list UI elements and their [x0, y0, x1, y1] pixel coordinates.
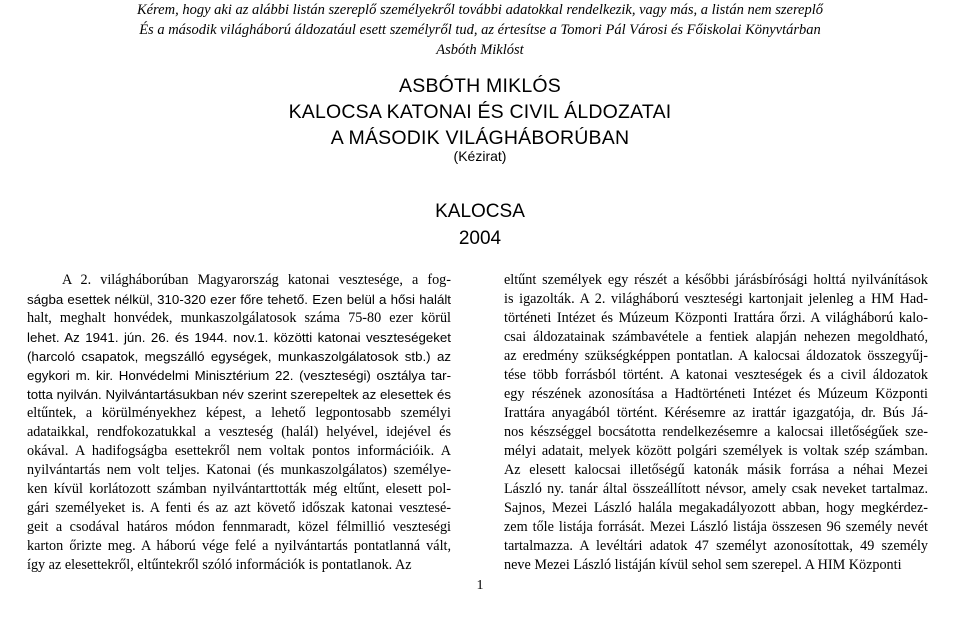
text-line: tése több forrásból történt. A katonai veszteségek és a civil áldozatok [504, 367, 928, 383]
right-text-column [504, 271, 928, 575]
text-line: eltűntek, a körülményekhez képest, a lehető legpontosabb személyi [27, 405, 451, 421]
text-line: csai áldozatainak számbavétele a fentiek alapján nehezen megoldható, [504, 329, 928, 345]
text-line: László ny. tanár által összeállított névsor, amely csak neveket tartalmaz. [504, 481, 928, 497]
intro-line: Asbóth Miklóst [436, 42, 524, 58]
page-number: 1 [476, 578, 484, 593]
text-line: A 2. világháborúban Magyarország katonai vesztesége, a fog- [62, 272, 451, 288]
text-line: nos készséggel bocsátotta rendelkezésemre a kalocsai illetőségűek sze- [504, 424, 928, 440]
text-line: okával. A hadifogságba esettekről nem voltak pontos információik. A [27, 443, 451, 459]
intro-line: És a második világháború áldozatául esett személyről tud, az értesítse a Tomori Pál Városi és Főiskolai Könyvtárban [139, 22, 821, 38]
text-line: az eredmény szükségképpen pontatlan. A kalocsai áldozatok összegyűj- [504, 348, 928, 364]
text-line: eltűnt személyek egy részét a későbbi járásbírósági holttá nyilvánítások [504, 272, 928, 288]
text-line: Irattára anyagából történt. Kérésemre az irattár igazgatója, dr. Bús Já- [504, 405, 928, 421]
text-line: karton őrizte meg. A háború vége felé a nyilvántartás pontatlanná vált, [27, 538, 451, 554]
text-line: ságba esettek nélkül, 310-320 ezer főre tehető. Ezen belül a hősi halált [27, 292, 451, 307]
title-line: A MÁSODIK VILÁGHÁBORÚBAN [330, 127, 630, 149]
text-line: totta nyilván. Nyilvántartásukban név szerint szerepeltek az elesettek és [27, 387, 451, 402]
text-line: így az elesettekről, eltűntekről szóló információk is pontatlanok. Az [27, 557, 412, 573]
title-author: ASBÓTH MIKLÓS [399, 75, 561, 97]
text-line: egykori m. kir. Honvédelmi Minisztérium 22. (veszteségi) osztálya tar- [27, 368, 451, 383]
text-line: Az elesett kalocsai illetőségű katonák másik forrása a néhai Mezei [504, 462, 928, 478]
intro-note [70, 0, 890, 60]
intro-line: Kérem, hogy aki az alábbi listán szereplő személyekről további adatokkal rendelkezik, vagy más, a listán nem szereplő [136, 2, 824, 18]
text-line: nyilvántartás nem volt teljes. Katonai (és munkaszolgálatos) személye- [27, 462, 451, 478]
text-line: adataikkal, rendfokozatukkal a veszteség (halál) helyével, idejével és [27, 424, 451, 440]
publication-city: KALOCSA [435, 201, 525, 222]
text-line: mélyi adatait, melyek között polgári személyek is voltak szép számban. [504, 443, 928, 459]
text-line: neve Mezei László listáján kívül sehol sem szerepel. A HIM Központi [504, 557, 902, 573]
text-line: halt, meghalt honvédek, munkaszolgálatosok száma 75-80 ezer körül [27, 310, 451, 326]
text-line: egy részének azonosítása a Hadtörténeti Intézet és Múzeum Központi [504, 386, 928, 402]
text-line: Sajnos, Mezei László halála megakadályozott abban, hogy megkérdez- [504, 500, 928, 516]
text-line: történeti Intézet és Múzeum Központi Irattára őrzi. A világháború kalo- [504, 310, 928, 326]
text-line: tartalmazza. A levéltári adatok 47 személyt azonosítottak, 49 személy [504, 538, 928, 554]
text-line: geit a csodával határos módon fennmaradt, közel félmillió veszteségi [27, 519, 451, 535]
publication-year: 2004 [458, 228, 502, 249]
publication-info [130, 198, 830, 252]
document-title [130, 73, 830, 151]
text-line: ken kívül korlátozott számban nyilvántarttották még eltűnt, elesett pol- [27, 481, 451, 497]
text-line: zem tőle listája forrását. Mezei László listája összesen 96 személy nevét [504, 519, 928, 535]
text-line: lehet. Az 1941. jún. 26. és 1944. nov.1. közötti katonai veszteségeket [27, 330, 451, 345]
title-line: KALOCSA KATONAI ÉS CIVIL ÁLDOZATAI [288, 101, 672, 123]
document-subtitle: (Kézirat) [453, 148, 507, 164]
left-text-column [27, 271, 451, 575]
text-line: is igazolták. A 2. világháború veszteségi kartonjait jelenleg a HM Had- [504, 291, 928, 307]
text-line: (harcoló csapatok, megszálló egységek, munkaszolgálatosok stb.) az [27, 349, 451, 364]
text-line: gári személyeket is. A fenti és az azt követő időszak katonai vesztesé- [27, 500, 451, 516]
